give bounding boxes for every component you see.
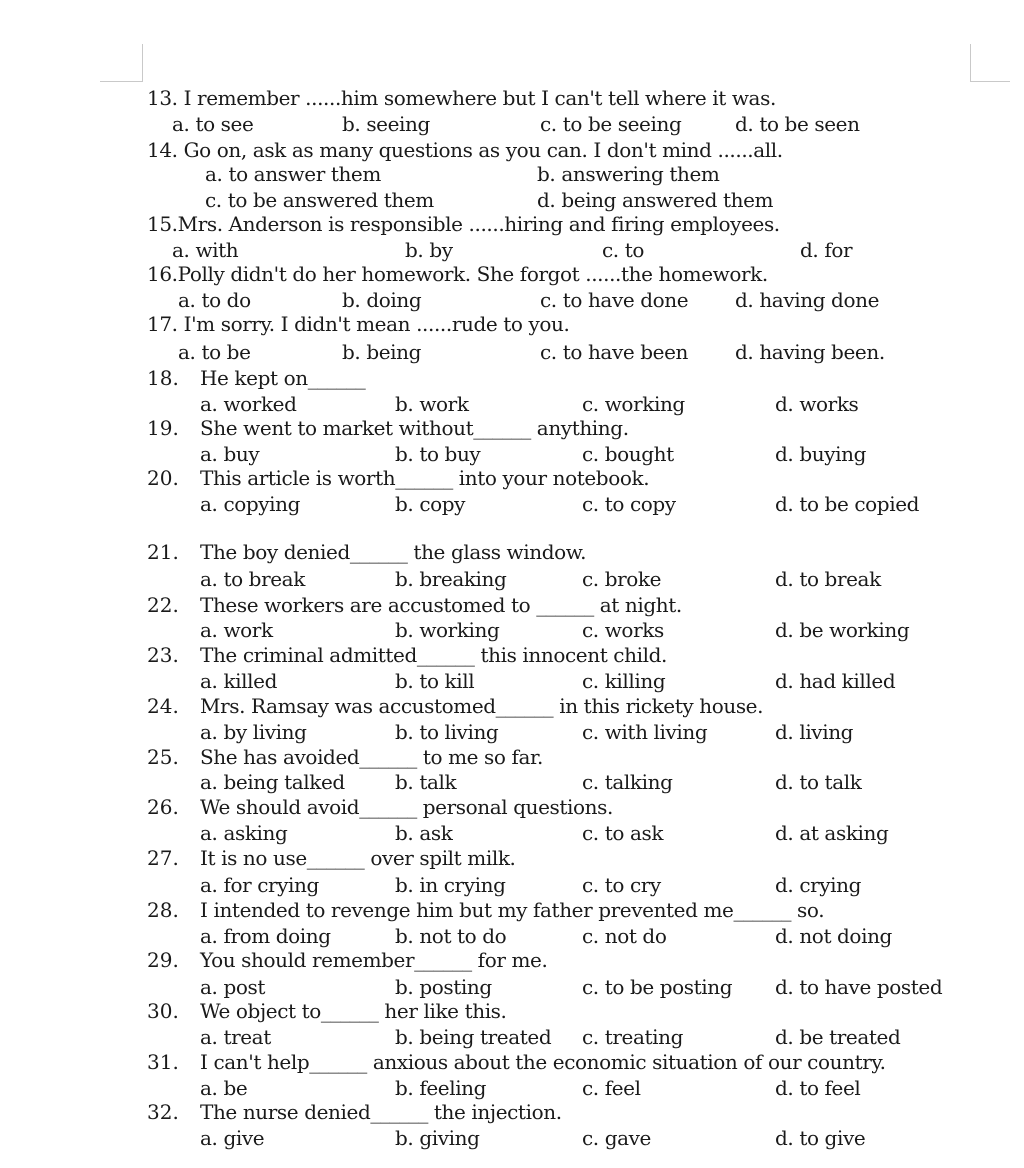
answer-option: a. post bbox=[200, 975, 265, 999]
answer-option: a. give bbox=[200, 1126, 265, 1150]
answer-option: d. buying bbox=[775, 442, 866, 466]
question-text: This article is worth______ into your notebook. bbox=[200, 466, 650, 490]
answer-option: c. to be seeing bbox=[540, 112, 682, 136]
question-text: The boy denied______ the glass window. bbox=[200, 540, 587, 564]
question-number: 31. bbox=[147, 1050, 179, 1074]
answer-option: b. working bbox=[395, 618, 500, 642]
question-text: I remember ......him somewhere but I can't tell where it was. bbox=[183, 86, 776, 110]
question-number: 26. bbox=[147, 795, 179, 819]
answer-option: c. treating bbox=[582, 1025, 683, 1049]
answer-option: c. to have done bbox=[540, 288, 689, 312]
answer-option: a. copying bbox=[200, 492, 301, 516]
answer-option: d. to give bbox=[775, 1126, 866, 1150]
answer-option: b. being bbox=[342, 340, 422, 364]
question-number: 27. bbox=[147, 846, 179, 870]
question-number: 32. bbox=[147, 1100, 179, 1124]
answer-option: c. broke bbox=[582, 567, 662, 591]
question-text: I intended to revenge him but my father prevented me______ so. bbox=[200, 898, 825, 922]
answer-option: d. at asking bbox=[775, 821, 889, 845]
answer-option: c. gave bbox=[582, 1126, 651, 1150]
answer-option: b. answering them bbox=[537, 162, 720, 186]
question-number: 15. bbox=[147, 212, 178, 236]
answer-option: b. to buy bbox=[395, 442, 481, 466]
question-stem bbox=[147, 86, 776, 110]
answer-option: d. to talk bbox=[775, 770, 862, 794]
answer-option: a. asking bbox=[200, 821, 288, 845]
question-number: 17. bbox=[147, 312, 178, 336]
answer-option: d. living bbox=[775, 720, 854, 744]
question-text: The criminal admitted______ this innocent child. bbox=[200, 643, 667, 667]
answer-option: b. work bbox=[395, 392, 469, 416]
answer-option: d. to feel bbox=[775, 1076, 861, 1100]
answer-option: a. be bbox=[200, 1076, 248, 1100]
answer-option: d. having been. bbox=[735, 340, 885, 364]
answer-option: d. crying bbox=[775, 873, 862, 897]
answer-option: a. from doing bbox=[200, 924, 331, 948]
answer-option: c. to cry bbox=[582, 873, 661, 897]
question-text: He kept on______ bbox=[200, 366, 366, 390]
answer-option: a. to answer them bbox=[205, 162, 381, 186]
question-text: Go on, ask as many questions as you can. I don't mind ......all. bbox=[183, 138, 783, 162]
answer-option: a. to break bbox=[200, 567, 305, 591]
question-stem bbox=[147, 262, 768, 286]
question-text: We should avoid______ personal questions. bbox=[200, 795, 613, 819]
answer-option: b. giving bbox=[395, 1126, 480, 1150]
answer-option: d. works bbox=[775, 392, 859, 416]
answer-option: b. by bbox=[405, 238, 453, 262]
answer-option: d. to break bbox=[775, 567, 881, 591]
question-number: 30. bbox=[147, 999, 179, 1023]
answer-option: b. breaking bbox=[395, 567, 507, 591]
question-text: I'm sorry. I didn't mean ......rude to you. bbox=[183, 312, 570, 336]
answer-option: c. to have been bbox=[540, 340, 689, 364]
answer-option: b. not to do bbox=[395, 924, 507, 948]
answer-option: c. working bbox=[582, 392, 685, 416]
answer-option: d. to be seen bbox=[735, 112, 860, 136]
answer-option: c. to bbox=[602, 238, 644, 262]
answer-option: c. works bbox=[582, 618, 664, 642]
answer-option: c. killing bbox=[582, 669, 666, 693]
question-text: I can't help______ anxious about the economic situation of our country. bbox=[200, 1050, 886, 1074]
answer-option: a. buy bbox=[200, 442, 260, 466]
answer-option: a. with bbox=[172, 238, 239, 262]
answer-option: d. had killed bbox=[775, 669, 896, 693]
question-number: 20. bbox=[147, 466, 179, 490]
question-stem bbox=[147, 138, 783, 162]
question-text: Mrs. Anderson is responsible ......hiring and firing employees. bbox=[177, 212, 780, 236]
question-number: 29. bbox=[147, 948, 179, 972]
answer-option: d. having done bbox=[735, 288, 880, 312]
question-number: 25. bbox=[147, 745, 179, 769]
answer-option: d. be working bbox=[775, 618, 910, 642]
answer-option: d. not doing bbox=[775, 924, 892, 948]
answer-option: c. feel bbox=[582, 1076, 641, 1100]
answer-option: a. worked bbox=[200, 392, 297, 416]
answer-option: b. doing bbox=[342, 288, 422, 312]
question-number: 19. bbox=[147, 416, 179, 440]
answer-option: a. to do bbox=[178, 288, 251, 312]
question-text: Polly didn't do her homework. She forgot ......the homework. bbox=[177, 262, 768, 286]
answer-option: a. by living bbox=[200, 720, 307, 744]
answer-option: a. being talked bbox=[200, 770, 345, 794]
answer-option: b. being treated bbox=[395, 1025, 552, 1049]
answer-option: d. to have posted bbox=[775, 975, 943, 999]
question-number: 23. bbox=[147, 643, 179, 667]
answer-option: b. to kill bbox=[395, 669, 475, 693]
question-text: You should remember______ for me. bbox=[200, 948, 548, 972]
answer-option: b. feeling bbox=[395, 1076, 487, 1100]
answer-option: d. for bbox=[800, 238, 853, 262]
question-text: It is no use______ over spilt milk. bbox=[200, 846, 516, 870]
answer-option: d. to be copied bbox=[775, 492, 920, 516]
question-number: 24. bbox=[147, 694, 179, 718]
answer-option: c. not do bbox=[582, 924, 667, 948]
answer-option: a. to see bbox=[172, 112, 254, 136]
answer-option: a. treat bbox=[200, 1025, 271, 1049]
answer-option: b. seeing bbox=[342, 112, 430, 136]
answer-option: b. posting bbox=[395, 975, 492, 999]
question-text: These workers are accustomed to ______ at night. bbox=[200, 593, 682, 617]
question-number: 14. bbox=[147, 138, 178, 162]
answer-option: d. being answered them bbox=[537, 188, 774, 212]
question-text: The nurse denied______ the injection. bbox=[200, 1100, 562, 1124]
question-number: 28. bbox=[147, 898, 179, 922]
answer-option: c. to be posting bbox=[582, 975, 733, 999]
answer-option: a. for crying bbox=[200, 873, 319, 897]
answer-option: a. work bbox=[200, 618, 273, 642]
answer-option: c. to be answered them bbox=[205, 188, 434, 212]
question-text: She has avoided______ to me so far. bbox=[200, 745, 543, 769]
answer-option: a. killed bbox=[200, 669, 277, 693]
question-number: 18. bbox=[147, 366, 179, 390]
question-number: 16. bbox=[147, 262, 178, 286]
answer-option: b. in crying bbox=[395, 873, 506, 897]
question-text: She went to market without______ anything. bbox=[200, 416, 629, 440]
answer-option: a. to be bbox=[178, 340, 251, 364]
question-number: 21. bbox=[147, 540, 179, 564]
answer-option: b. to living bbox=[395, 720, 499, 744]
answer-option: c. to copy bbox=[582, 492, 676, 516]
question-text: Mrs. Ramsay was accustomed______ in this rickety house. bbox=[200, 694, 764, 718]
answer-option: c. bought bbox=[582, 442, 674, 466]
answer-option: b. talk bbox=[395, 770, 457, 794]
answer-option: b. ask bbox=[395, 821, 453, 845]
question-stem bbox=[147, 212, 780, 236]
answer-option: b. copy bbox=[395, 492, 466, 516]
answer-option: c. talking bbox=[582, 770, 673, 794]
question-text: We object to______ her like this. bbox=[200, 999, 507, 1023]
question-stem bbox=[147, 312, 569, 336]
question-number: 22. bbox=[147, 593, 179, 617]
answer-option: d. be treated bbox=[775, 1025, 901, 1049]
answer-option: c. with living bbox=[582, 720, 708, 744]
answer-option: c. to ask bbox=[582, 821, 664, 845]
question-number: 13. bbox=[147, 86, 178, 110]
